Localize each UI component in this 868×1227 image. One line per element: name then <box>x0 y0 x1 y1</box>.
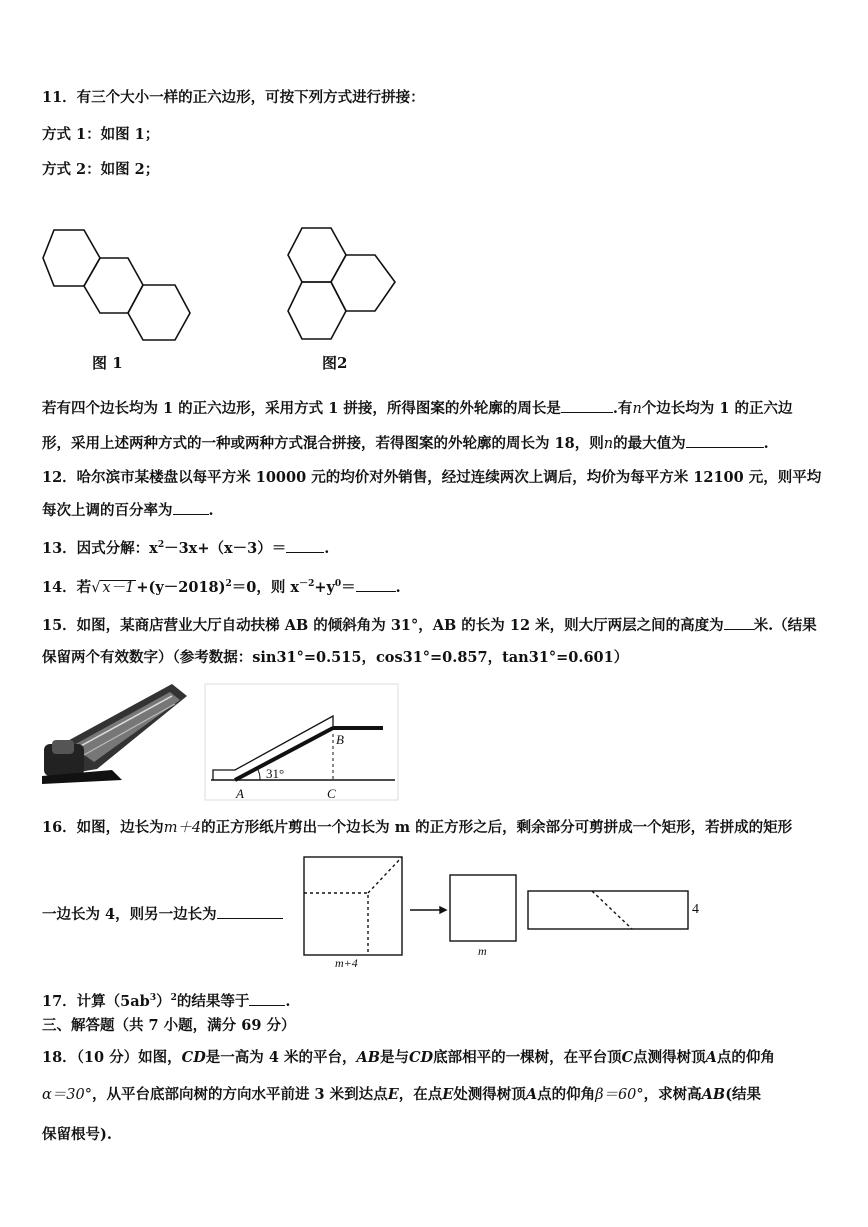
q14: 14．若√ $x-1 +(y-2018)^2=0$，则 $x^{-2}+y^0=$ . <box>42 578 401 596</box>
q16-line1: 16．如图，边长为m＋4的正方形纸片剪出一个边长为 m 的正方形之后，剩余部分可剪拼成一个矩形，若拼成的矩形 <box>42 819 793 836</box>
label-m-plus-4: m+4 <box>335 956 358 970</box>
q18-line3: 保留根号). <box>42 1126 112 1143</box>
q18-line1: 18．（10 分）如图，CD是一高为 4 米的平台，AB是与CD底部相平的一棵树，在平台顶C点测得树顶A点的仰角 <box>42 1049 775 1066</box>
section-3-heading: 三、解答题（共 7 小题，满分 69 分） <box>42 1017 296 1034</box>
label-m: m <box>478 944 487 958</box>
figure-2-caption: 图2 <box>322 354 348 372</box>
q17: 17．计算$(5ab^3)^2$的结果等于 . <box>42 992 291 1010</box>
angle-label: 31° <box>266 766 285 781</box>
q16-line2: 一边长为 4，则另一边长为 <box>42 904 283 925</box>
q15-line2: 保留两个有效数字）（参考数据：sin31°=0.515，cos31°=0.857，tan31°=0.601） <box>42 649 629 666</box>
hexagon-figure-1 <box>40 225 210 345</box>
escalator-photo <box>42 684 192 794</box>
q11-line3: 方式 2：如图 2； <box>42 161 160 178</box>
q15-line1: 15．如图，某商店营业大厅自动扶梯 AB 的倾斜角为 31°，AB 的长为 12 米，则大厅两层之间的高度为 米.（结果 <box>42 617 817 634</box>
q11-line4: 若有四个边长均为 1 的正六边形，采用方式 1 拼接，所得图案的外轮廓的周长是 .有n个边长均为 1 的正六边 <box>42 400 793 417</box>
q11-line1: 11．有三个大小一样的正六边形，可按下列方式进行拼接： <box>42 89 425 106</box>
q12-line2: 每次上调的百分率为 . <box>42 502 214 519</box>
q12-line1: 12．哈尔滨市某楼盘以每平方米 10000 元的均价对外销售，经过连续两次上调后，均价为每平方米 12100 元，则平均 <box>42 469 822 486</box>
q11-line2: 方式 1：如图 1； <box>42 126 160 143</box>
label-4: 4 <box>692 902 699 917</box>
figure-1-caption: 图 1 <box>92 354 123 372</box>
label-c: C <box>327 786 336 801</box>
escalator-diagram <box>205 684 400 802</box>
square-cut-diagram <box>300 855 700 965</box>
label-b: B <box>336 732 344 747</box>
q18-line2: α＝30°，从平台底部向树的方向水平前进 3 米到达点E，在点E处测得树顶A点的仰角β＝60°，求树高AB(结果 <box>42 1086 762 1103</box>
label-a: A <box>236 786 244 801</box>
q13: 13．因式分解：$x^2-3x+(x-3)=$ . <box>42 539 330 557</box>
q11-line5: 形，采用上述两种方式的一种或两种方式混合拼接，若得图案的外轮廓的周长为 18，则n的最大值为 . <box>42 435 769 452</box>
hexagon-figure-2 <box>285 225 405 345</box>
